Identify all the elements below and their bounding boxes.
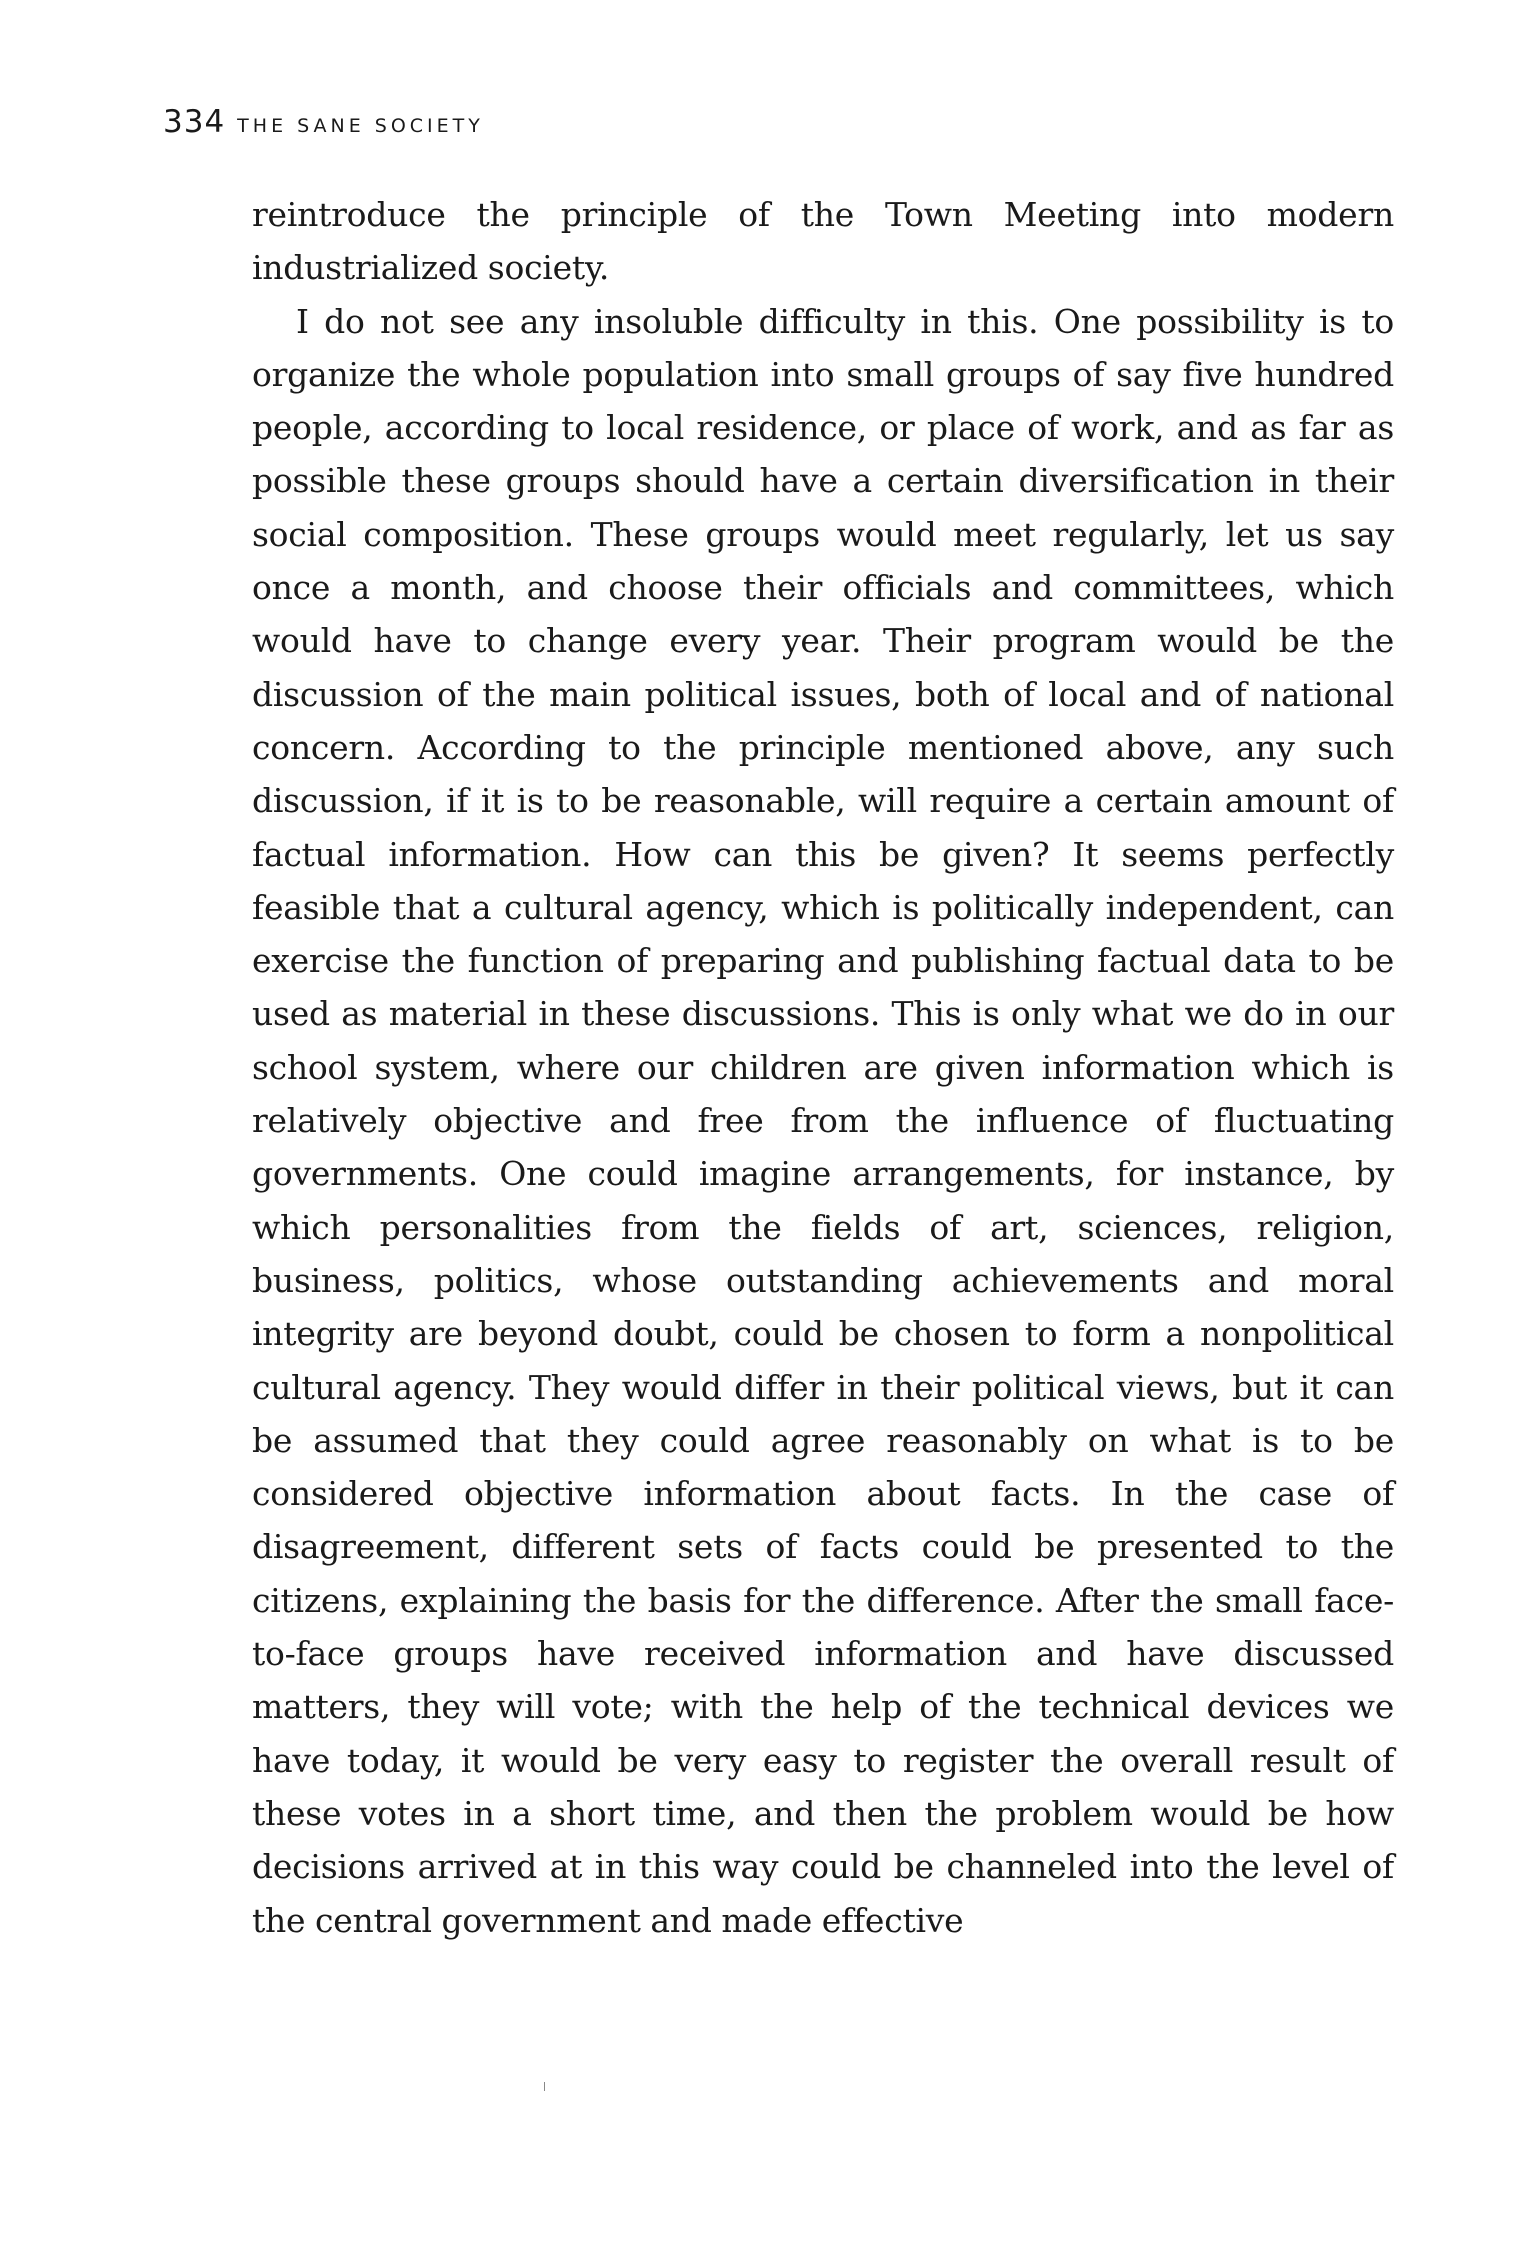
book-title: THE SANE SOCIETY <box>237 115 484 137</box>
paragraph-continued: reintroduce the principle of the Town Meeting into modern industrialized society. <box>252 195 1394 288</box>
scan-speck <box>544 2082 545 2091</box>
running-head <box>163 104 484 148</box>
paragraph: I do not see any insoluble difficulty in this. One possibility is to organize the whole population into small groups of say five hundred people, according to local residence, or place of work, and as far as possible these groups should have a certain diversification in their social composition. These groups would meet regularly, let us say once a month, and choose their officials and committees, which would have to change every year. Their program would be the discussion of the main political issues, both of local and of national concern. According to the principle mentioned above, any such discussion, if it is to be reasonable, will require a certain amount of factual information. How can this be given? It seems perfectly feasible that a cultural agency, which is politically independent, can exercise the function of preparing and publishing factual data to be used as material in these discussions. This is only what we do in our school system, where our children are given information which is relatively objective and free from the influence of fluctuating governments. One could imagine arrangements, for instance, by which personalities from the fields of art, sciences, religion, business, politics, whose outstanding achievements and moral integrity are beyond doubt, could be chosen to form a nonpolitical cultural agency. They would differ in their political views, but it can be assumed that they could agree reasonably on what is to be considered objective information about facts. In the case of disagreement, different sets of facts could be presented to the citizens, explaining the basis for the difference. After the small face-to-face groups have received information and have discussed matters, they will vote; with the help of the technical devices we have today, it would be very easy to register the overall result of these votes in a short time, and then the problem would be how decisions arrived at in this way could be channeled into the level of the central government and made effective <box>252 301 1394 1940</box>
body-text <box>252 188 1394 1947</box>
page-number: 334 <box>163 104 226 140</box>
